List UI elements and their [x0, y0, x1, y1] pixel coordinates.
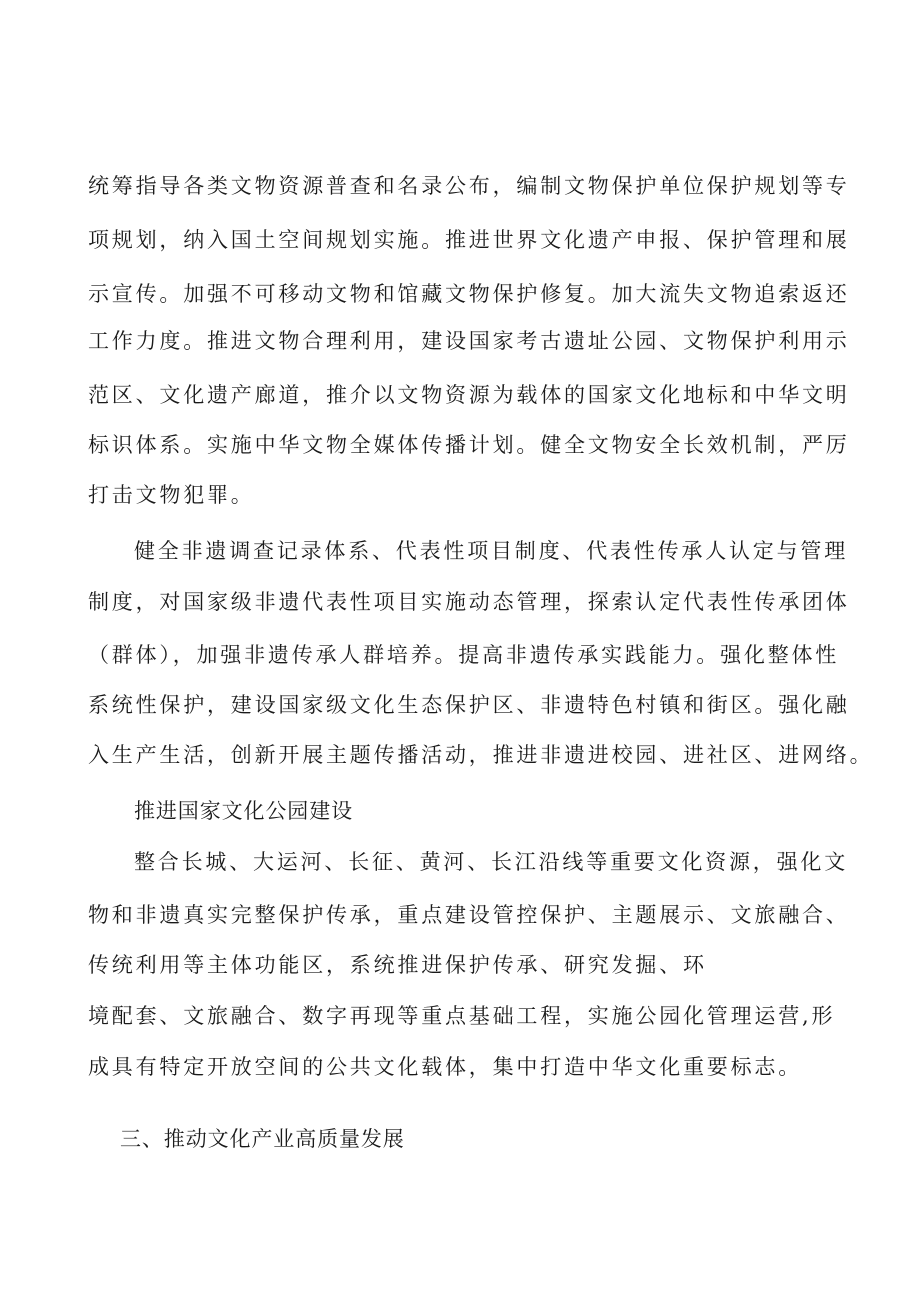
paragraph-1-line-3: 示宣传。加强不可移动文物和馆藏文物保护修复。加大流失文物追索返还 [88, 282, 850, 306]
paragraph-2-line-2: 制度，对国家级非遗代表性项目实施动态管理，探索认定代表性传承团体 [88, 590, 850, 614]
paragraph-3-line-1: 整合长城、大运河、长征、黄河、长江沿线等重要文化资源，强化文 [134, 850, 848, 874]
paragraph-1-line-4: 工作力度。推进文物合理利用，建设国家考古遗址公园、文物保护利用示 [88, 329, 850, 353]
paragraph-2-line-1: 健全非遗调查记录体系、代表性项目制度、代表性传承人认定与管理 [134, 539, 848, 563]
section-heading: 三、推动文化产业高质量发展 [120, 1127, 405, 1151]
paragraph-3-line-5: 成具有特定开放空间的公共文化载体，集中打造中华文化重要标志。 [88, 1055, 802, 1079]
paragraph-1-line-5: 范区、文化遗产廊道，推介以文物资源为载体的国家文化地标和中华文明 [88, 383, 850, 407]
paragraph-2-line-4: 系统性保护，建设国家级文化生态保护区、非遗特色村镇和街区。强化融 [88, 693, 850, 717]
paragraph-1-line-6: 标识体系。实施中华文物全媒体传播计划。健全文物安全长效机制，严厉 [88, 433, 850, 457]
paragraph-1-line-7: 打击文物犯罪。 [88, 483, 255, 507]
paragraph-2-line-5: 入生产生活，创新开展主题传播活动，推进非遗进校园、进社区、进网络。 [88, 743, 874, 767]
paragraph-3-line-2: 物和非遗真实完整保护传承，重点建设管控保护、主题展示、文旅融合、 [88, 903, 850, 927]
paragraph-1-line-1: 统筹指导各类文物资源普查和名录公布，编制文物保护单位保护规划等专 [88, 174, 850, 198]
paragraph-3-line-4: 境配套、文旅融合、数字再现等重点基础工程，实施公园化管理运营,形 [88, 1004, 836, 1028]
section-subheading: 推进国家文化公园建设 [134, 799, 353, 823]
paragraph-1-line-2: 项规划，纳入国土空间规划实施。推进世界文化遗产申报、保护管理和展 [88, 228, 850, 252]
paragraph-2-line-3: （群体），加强非遗传承人群培养。提高非遗传承实践能力。强化整体性 [88, 643, 840, 667]
paragraph-3-line-3: 传统利用等主体功能区，系统推进保护传承、研究发掘、环 [88, 953, 707, 977]
